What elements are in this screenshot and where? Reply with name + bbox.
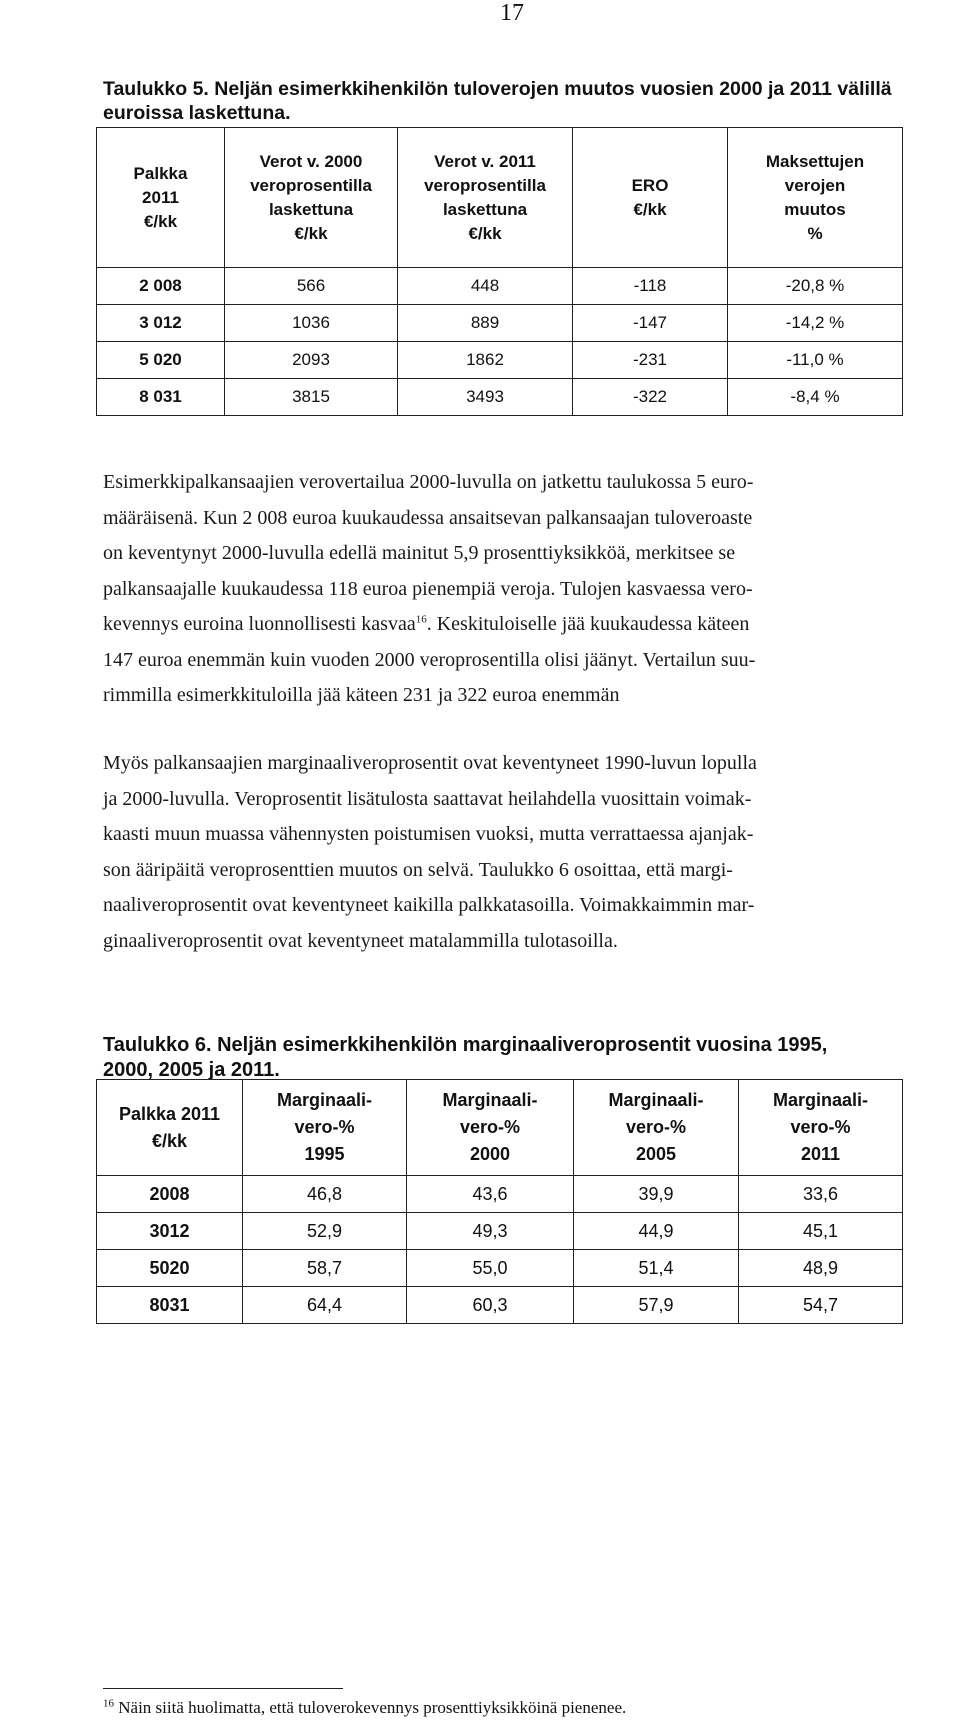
table-row [97,379,903,416]
table-cell: 33,6 [739,1176,903,1213]
table-cell: 448 [398,268,573,305]
table-cell: -118 [573,268,728,305]
table5-header-change: Maksettujen verojen muutos % [728,128,903,268]
table-cell: 54,7 [739,1287,903,1324]
table-row [97,268,903,305]
table5 [96,127,903,416]
table-cell: 1862 [398,342,573,379]
table6-caption: Taulukko 6. Neljän esimerkkihenkilön marginaaliveroprosentit vuosina 1995, 2000, 2005 ja 2011. [103,1034,828,1081]
table-row [97,1213,903,1250]
table-cell: 51,4 [574,1250,739,1287]
table6-header-2011: Marginaali- vero-% 2011 [739,1080,903,1176]
table-cell: 3 012 [97,305,225,342]
table-cell: -322 [573,379,728,416]
table-cell: -14,2 % [728,305,903,342]
paragraph-tax-comparison: Esimerkkipalkansaajien verovertailua 2000-luvulla on jatkettu taulukossa 5 euro- määräisenä. Kun 2 008 euroa kuukaudessa ansaitsevan palkansaajan tuloveroaste on keventynyt 2000-luvulla edellä mainitut 5,9 prosenttiyksikköä, merkitsee se palkansaajalle kuukaudessa 118 euroa pienempiä veroja. Tulojen kasvaessa vero- kevennys euroina luonnollisesti kasvaa$^{16}$. Keskituloiselle jää kuukaudessa käteen 147 euroa enemmän kuin vuoden 2000 veroprosentilla olisi jäänyt. Vertailun suu- rimmilla esimerkkituloilla jää käteen 231 ja 322 euroa enemmän [103,471,756,706]
table-cell: 58,7 [243,1250,407,1287]
table-cell: 8 031 [97,379,225,416]
table-cell: 566 [225,268,398,305]
table-cell: 55,0 [407,1250,574,1287]
table6-header-2000: Marginaali- vero-% 2000 [407,1080,574,1176]
table-row [97,1176,903,1213]
footnote-mark: 16 [103,1697,114,1710]
table-cell: 5 020 [97,342,225,379]
table-cell: 44,9 [574,1213,739,1250]
table-row [97,305,903,342]
table-cell: 3493 [398,379,573,416]
table-cell: 889 [398,305,573,342]
page-number: 17 [500,0,524,26]
table-cell: 64,4 [243,1287,407,1324]
table-cell: 1036 [225,305,398,342]
table-cell: -8,4 % [728,379,903,416]
table5-caption: Taulukko 5. Neljän esimerkkihenkilön tuloverojen muutos vuosien 2000 ja 2011 välillä euroissa laskettuna. [103,78,892,124]
table-cell: -20,8 % [728,268,903,305]
table6-header-row [97,1080,903,1176]
table-cell: 49,3 [407,1213,574,1250]
table5-header-tax-2011: Verot v. 2011 veroprosentilla laskettuna €/kk [398,128,573,268]
footnote-divider [103,1688,343,1689]
table-row [97,342,903,379]
table6-header-salary: Palkka 2011 €/kk [97,1080,243,1176]
footnote [103,1697,626,1719]
table-row [97,1287,903,1324]
table-cell: 60,3 [407,1287,574,1324]
table-cell: -11,0 % [728,342,903,379]
table-cell: 52,9 [243,1213,407,1250]
table-cell: 2093 [225,342,398,379]
table6-header-2005: Marginaali- vero-% 2005 [574,1080,739,1176]
footnote-text: Näin siitä huolimatta, että tuloverokevennys prosenttiyksikköinä pienenee. [118,1698,627,1717]
table5-header-salary: Palkka 2011 €/kk [97,128,225,268]
paragraph-marginal-tax: Myös palkansaajien marginaaliveroprosentit ovat keventyneet 1990-luvun lopulla ja 2000-luvulla. Veroprosentit lisätulosta saattavat heilahdella vuosittain voimak- kaasti muun muassa vähennysten poistumisen vuoksi, mutta verrattaessa ajanjak- son ääripäitä veroprosenttien muutos on selvä. Taulukko 6 osoittaa, että margi- naaliveroprosentit ovat keventyneet kaikilla palkkatasoilla. Voimakkaimmin mar- ginaaliveroprosentit ovat keventyneet matalammilla tulotasoilla. [103,752,757,952]
table-cell: 2008 [97,1176,243,1213]
table-cell: 5020 [97,1250,243,1287]
table-cell: 57,9 [574,1287,739,1324]
table-cell: 45,1 [739,1213,903,1250]
table6-header-1995: Marginaali- vero-% 1995 [243,1080,407,1176]
table5-header-row [97,128,903,268]
table-cell: 8031 [97,1287,243,1324]
table5-header-tax-2000: Verot v. 2000 veroprosentilla laskettuna €/kk [225,128,398,268]
table-cell: 48,9 [739,1250,903,1287]
table5-header-difference: ERO €/kk [573,128,728,268]
table-cell: 46,8 [243,1176,407,1213]
table-cell: 39,9 [574,1176,739,1213]
table-cell: 43,6 [407,1176,574,1213]
table-cell: -231 [573,342,728,379]
table-cell: 3815 [225,379,398,416]
table-cell: 2 008 [97,268,225,305]
table6 [96,1079,903,1324]
table-cell: -147 [573,305,728,342]
table-cell: 3012 [97,1213,243,1250]
footnote-reference: 16 [415,613,427,626]
table-row [97,1250,903,1287]
